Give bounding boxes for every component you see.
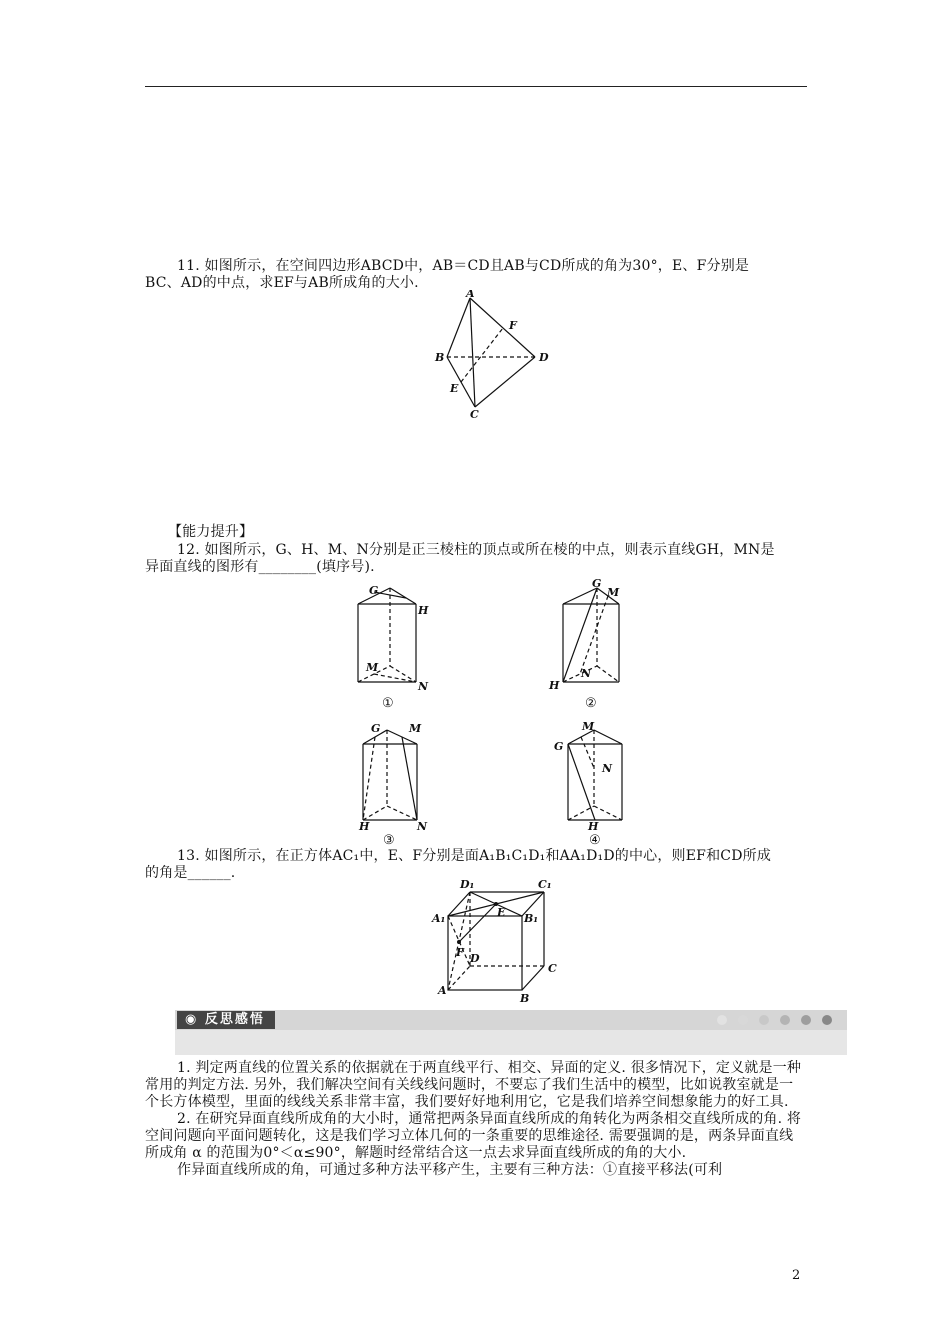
q12-line2: 异面直线的图形有________(填序号). bbox=[145, 559, 375, 575]
fig4-caption: ④ bbox=[589, 833, 601, 848]
q11-line2: BC、AD的中点，求EF与AB所成角的大小. bbox=[145, 275, 419, 291]
q11-label-D: D bbox=[539, 351, 549, 364]
fig2-label-G: G bbox=[592, 577, 602, 590]
q11-line1: 11. 如图所示，在空间四边形ABCD中，AB＝CD且AB与CD所成的角为30°，E、F分别是 bbox=[177, 258, 750, 274]
decor-dot-1 bbox=[717, 1015, 727, 1025]
fig3-label-H: H bbox=[359, 820, 370, 833]
q13-line1: 13. 如图所示，在正方体AC₁中，E、F分别是面A₁B₁C₁D₁和AA₁D₁D的中心，则EF和CD所成 bbox=[177, 848, 772, 864]
q12-figure-1 bbox=[340, 582, 440, 710]
decor-dot-3 bbox=[759, 1015, 769, 1025]
page-number: 2 bbox=[792, 1268, 801, 1283]
q13-label-C: C bbox=[548, 962, 557, 975]
q13-line2: 的角是______. bbox=[145, 865, 236, 881]
header-rule bbox=[145, 86, 807, 87]
q13-cube-figure bbox=[430, 876, 560, 1006]
fig4-label-M: M bbox=[582, 720, 595, 733]
q12-figure-3 bbox=[345, 716, 445, 848]
fig4-label-N: N bbox=[602, 762, 613, 775]
ability-heading: 【能力提升】 bbox=[168, 524, 254, 540]
question-11 bbox=[145, 258, 807, 292]
q11-label-E: E bbox=[450, 382, 459, 395]
fig2-label-H: H bbox=[549, 679, 560, 692]
fig1-label-G: G bbox=[369, 584, 379, 597]
q13-label-B1: B₁ bbox=[524, 912, 539, 925]
reflection-p2: 2. 在研究异面直线所成角的大小时，通常把两条异面直线所成的角转化为两条相交直线所成的角. 将空间问题向平面问题转化，这是我们学习立体几何的一条重要的思维途径. 需要强调的是，两条异面直线所成角 α 的范围为0°＜α≤90°，解题时经常结合这一点去求异面直线所成的角的大小. bbox=[145, 1111, 802, 1161]
q13-label-A1: A₁ bbox=[432, 912, 446, 925]
decor-dot-5 bbox=[801, 1015, 811, 1025]
fig3-caption: ③ bbox=[383, 833, 395, 848]
q11-tetrahedron-figure bbox=[425, 290, 565, 420]
fig3-label-N: N bbox=[417, 820, 428, 833]
q11-label-F: F bbox=[509, 319, 517, 332]
q13-label-C1: C₁ bbox=[538, 878, 552, 891]
q13-label-F: F bbox=[456, 946, 464, 959]
q13-label-D: D bbox=[470, 952, 480, 965]
q12-figure-2 bbox=[545, 576, 645, 710]
fig1-label-N: N bbox=[418, 680, 429, 693]
reflection-banner bbox=[175, 1010, 847, 1055]
reflection-body bbox=[145, 1060, 807, 1179]
reflection-title: 反思感悟 bbox=[204, 1012, 265, 1027]
q11-label-A: A bbox=[466, 290, 475, 300]
q13-label-A: A bbox=[438, 984, 447, 997]
fig2-caption: ② bbox=[585, 696, 597, 710]
fig3-label-M: M bbox=[409, 722, 422, 735]
fig3-label-G: G bbox=[371, 722, 381, 735]
reflection-banner-header bbox=[175, 1010, 847, 1030]
q11-label-B: B bbox=[435, 351, 445, 364]
fig1-caption: ① bbox=[382, 696, 394, 710]
question-12 bbox=[145, 542, 807, 576]
target-icon: ◉ bbox=[185, 1012, 197, 1027]
q12-figure-4 bbox=[550, 716, 650, 848]
q13-label-E: E bbox=[497, 906, 506, 919]
q12-line1: 12. 如图所示，G、H、M、N分别是正三棱柱的顶点或所在棱的中点，则表示直线GH，MN是 bbox=[177, 542, 775, 558]
reflection-p1: 1. 判定两直线的位置关系的依据就在于两直线平行、相交、异面的定义. 很多情况下，定义就是一种常用的判定方法. 另外，我们解决空间有关线线问题时，不要忘了我们生活中的模型，比如说教室就是一个长方体模型，里面的线线关系非常丰富，我们要好好地利用它，它是我们培养空间想象能力的好工具. bbox=[145, 1060, 802, 1110]
decor-dot-4 bbox=[780, 1015, 790, 1025]
q11-label-C: C bbox=[470, 408, 479, 420]
fig1-label-M: M bbox=[366, 661, 379, 674]
fig4-label-G: G bbox=[554, 740, 564, 753]
reflection-p3: 作异面直线所成的角，可通过多种方法平移产生，主要有三种方法：①直接平移法(可利 bbox=[177, 1162, 723, 1178]
q13-label-B: B bbox=[520, 992, 530, 1005]
decor-dot-6 bbox=[822, 1015, 832, 1025]
fig1-label-H: H bbox=[418, 604, 429, 617]
decor-dot-2 bbox=[738, 1015, 748, 1025]
fig2-label-N: N bbox=[581, 667, 592, 680]
fig2-label-M: M bbox=[607, 586, 620, 599]
reflection-tab bbox=[177, 1011, 275, 1029]
fig4-label-H: H bbox=[588, 820, 599, 833]
q13-label-D1: D₁ bbox=[460, 878, 475, 891]
